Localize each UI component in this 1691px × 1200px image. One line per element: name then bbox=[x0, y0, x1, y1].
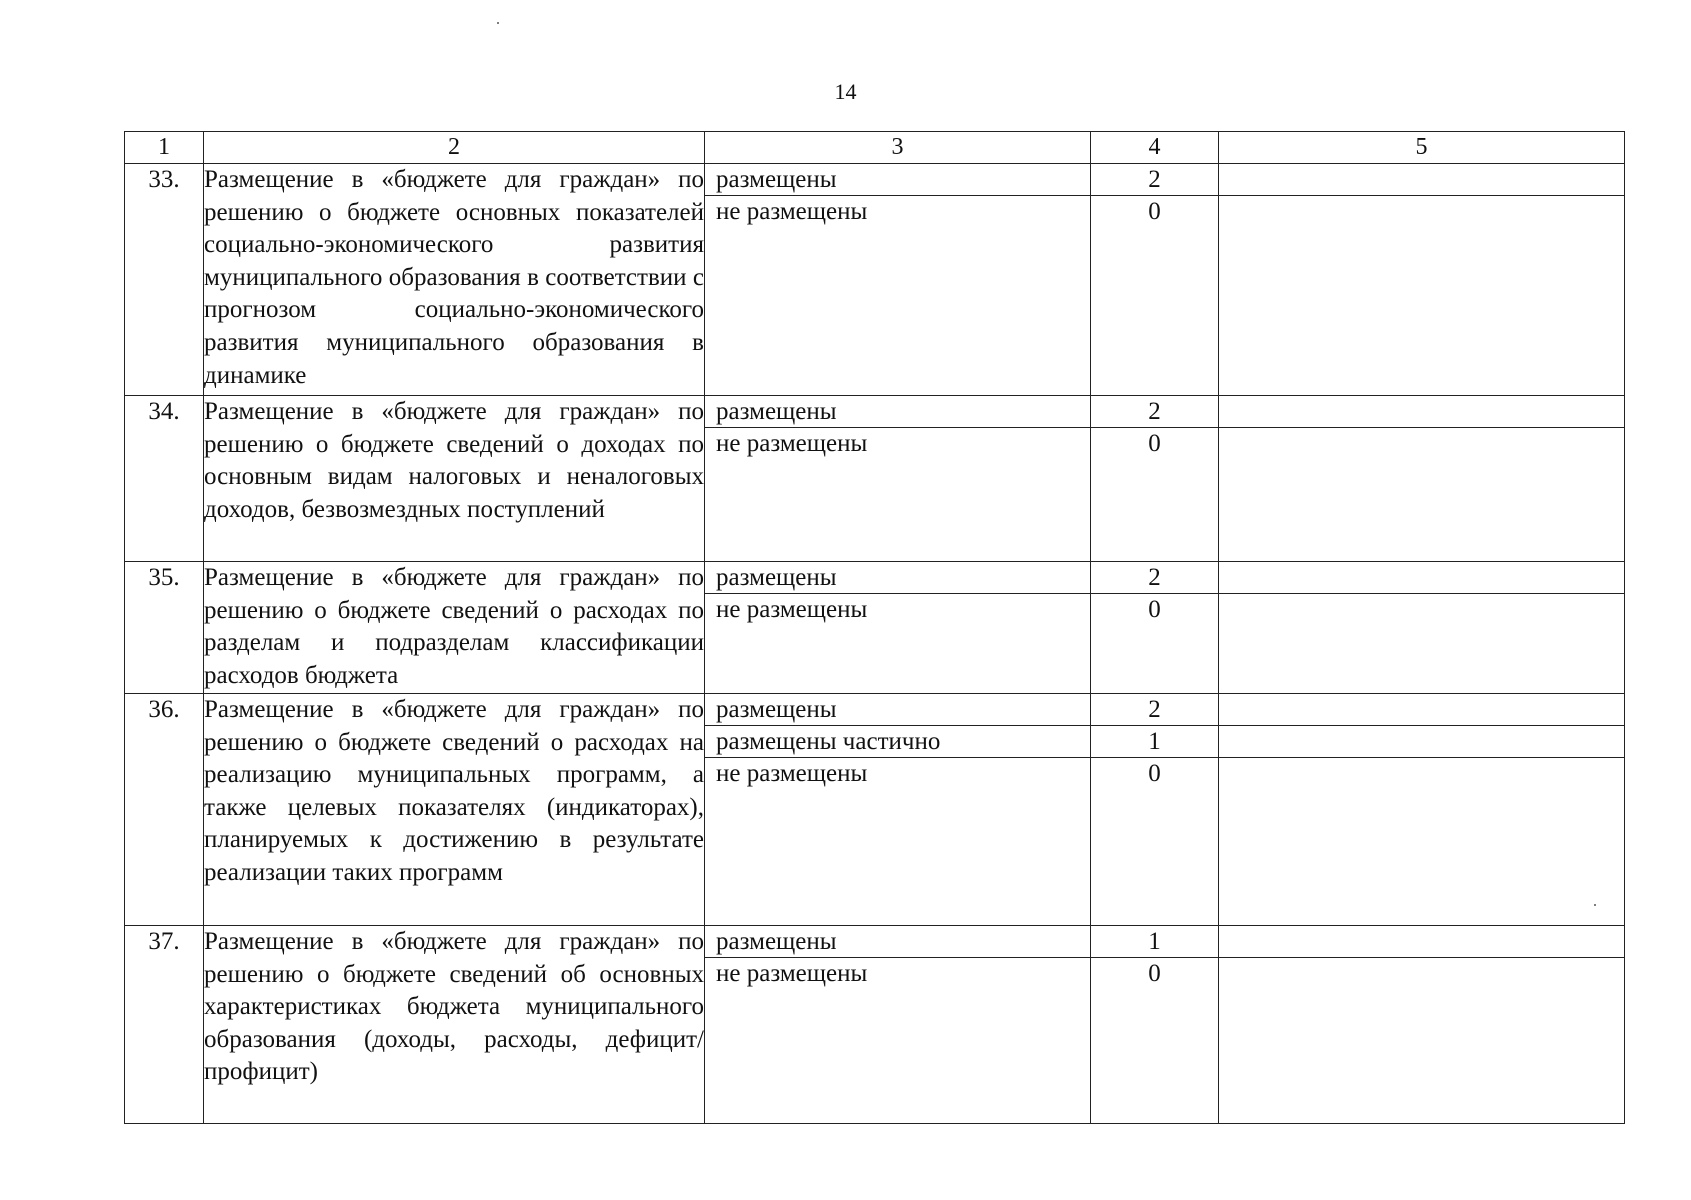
column-header: 5 bbox=[1219, 132, 1625, 164]
row-scores bbox=[1091, 926, 1219, 1124]
option-label: размещены bbox=[705, 926, 1090, 958]
score-value: 0 bbox=[1148, 430, 1161, 457]
score-value: 0 bbox=[1148, 960, 1161, 987]
table-row bbox=[125, 396, 1625, 562]
score-value: 0 bbox=[1148, 198, 1161, 225]
header-row bbox=[125, 132, 1625, 164]
score-value: 2 bbox=[1091, 396, 1218, 428]
row-description: Размещение в «бюджете для граждан» по решению о бюджете сведений об основных характеристиках бюджета муниципального образования (доходы, расходы, дефицит/профицит) bbox=[204, 926, 705, 1124]
column-header: 4 bbox=[1091, 132, 1219, 164]
page-number: 14 bbox=[834, 79, 857, 104]
option-label: размещены bbox=[705, 562, 1090, 594]
score-value: 0 bbox=[1148, 760, 1161, 787]
row-number: 37. bbox=[125, 926, 204, 1124]
row-notes bbox=[1219, 926, 1625, 1124]
score-value: 0 bbox=[1148, 596, 1161, 623]
row-notes bbox=[1219, 396, 1625, 562]
option-label: не размещены bbox=[716, 760, 868, 787]
row-options bbox=[705, 694, 1091, 926]
column-header: 2 bbox=[204, 132, 705, 164]
note-cell bbox=[1219, 396, 1624, 428]
table-row bbox=[125, 562, 1625, 694]
option-label: не размещены bbox=[716, 596, 868, 623]
scan-speck bbox=[497, 22, 499, 24]
row-notes bbox=[1219, 694, 1625, 926]
option-label: не размещены bbox=[716, 198, 868, 225]
row-options bbox=[705, 562, 1091, 694]
option-label: не размещены bbox=[716, 960, 868, 987]
option-label: размещены bbox=[705, 164, 1090, 196]
row-description: Размещение в «бюджете для граждан» по решению о бюджете сведений о расходах на реализацию муниципальных программ, а также целевых показателях (индикаторах), планируемых к достижению в результате реализации таких программ bbox=[204, 694, 705, 926]
row-options bbox=[705, 396, 1091, 562]
score-value: 1 bbox=[1091, 726, 1218, 758]
note-cell bbox=[1219, 164, 1624, 196]
table-row bbox=[125, 926, 1625, 1124]
row-scores bbox=[1091, 562, 1219, 694]
row-notes bbox=[1219, 164, 1625, 396]
row-scores bbox=[1091, 694, 1219, 926]
row-options bbox=[705, 926, 1091, 1124]
row-number: 34. bbox=[125, 396, 204, 562]
option-label: размещены частично bbox=[705, 726, 1090, 758]
table-row bbox=[125, 694, 1625, 926]
column-header: 3 bbox=[705, 132, 1091, 164]
row-description: Размещение в «бюджете для граждан» по решению о бюджете сведений о доходах по основным видам налоговых и неналоговых доходов, безвозмездных поступлений bbox=[204, 396, 705, 562]
row-scores bbox=[1091, 164, 1219, 396]
row-notes bbox=[1219, 562, 1625, 694]
column-header: 1 bbox=[125, 132, 204, 164]
row-number: 33. bbox=[125, 164, 204, 396]
row-number: 35. bbox=[125, 562, 204, 694]
table-row bbox=[125, 164, 1625, 396]
score-value: 2 bbox=[1091, 694, 1218, 726]
note-cell bbox=[1219, 926, 1624, 958]
note-cell bbox=[1219, 726, 1624, 758]
row-description: Размещение в «бюджете для граждан» по решению о бюджете сведений о расходах по разделам и подразделам классификации расходов бюджета bbox=[204, 562, 705, 694]
score-value: 2 bbox=[1091, 164, 1218, 196]
score-value: 1 bbox=[1091, 926, 1218, 958]
row-options bbox=[705, 164, 1091, 396]
option-label: не размещены bbox=[716, 430, 868, 457]
score-value: 2 bbox=[1091, 562, 1218, 594]
note-cell bbox=[1219, 562, 1624, 594]
option-label: размещены bbox=[705, 396, 1090, 428]
row-number: 36. bbox=[125, 694, 204, 926]
row-description: Размещение в «бюджете для граждан» по решению о бюджете основных показателей социально-экономического развития муниципального образования в соответствии с прогнозом социально-экономического развития муниципального образования в динамике bbox=[204, 164, 705, 396]
option-label: размещены bbox=[705, 694, 1090, 726]
row-scores bbox=[1091, 396, 1219, 562]
note-cell bbox=[1219, 694, 1624, 726]
criteria-table bbox=[124, 131, 1625, 1124]
